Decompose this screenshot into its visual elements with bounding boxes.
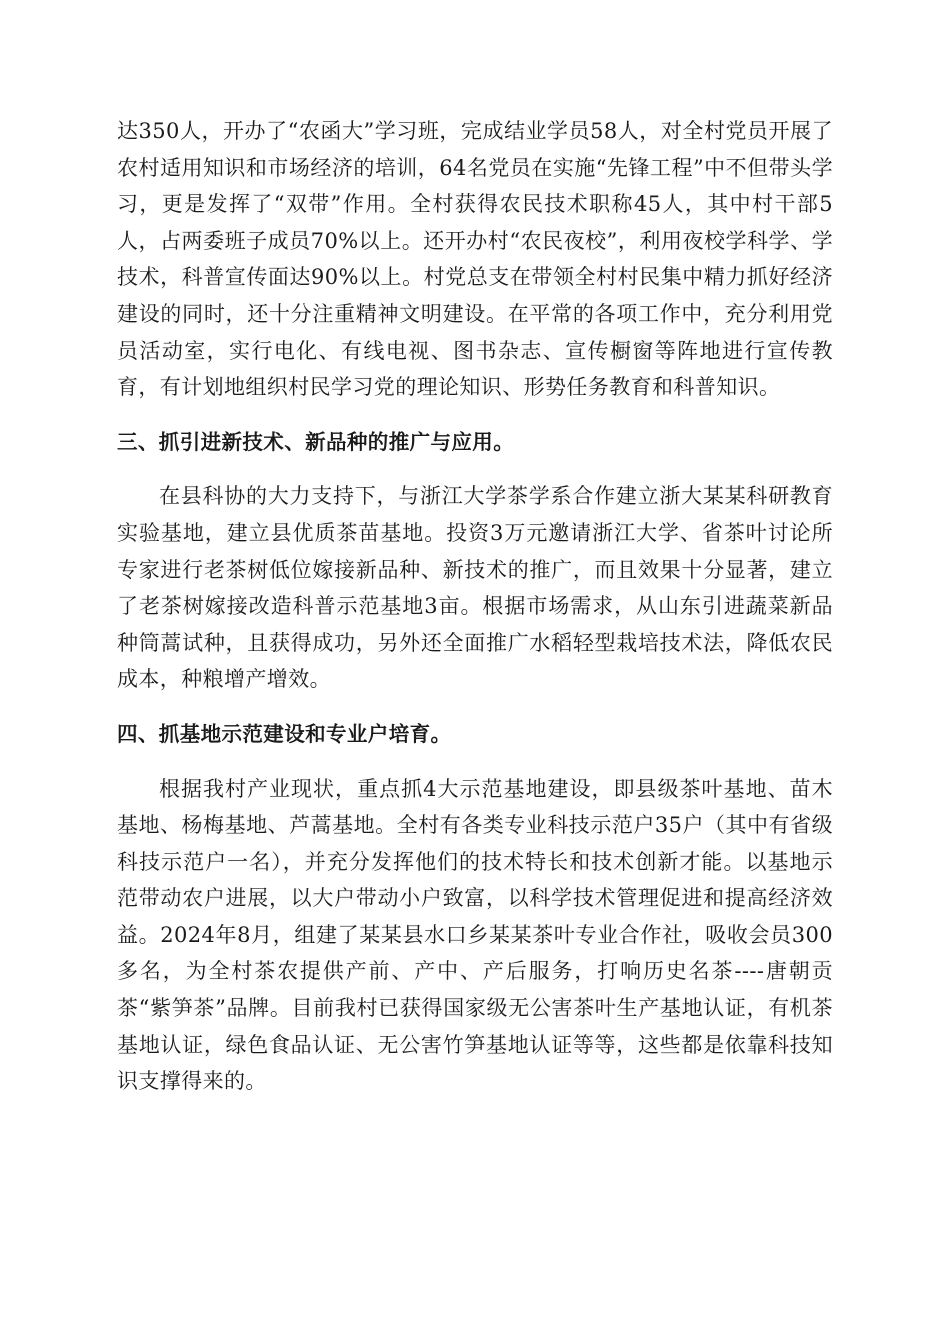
section-heading-3: 三、抓引进新技术、新品种的推广与应用。 xyxy=(117,429,515,454)
section-heading-4: 四、抓基地示范建设和专业户培育。 xyxy=(117,721,452,746)
paragraph-party-education: 达350人，开办了“农函大”学习班，完成结业学员58人，对全村党员开展了农村适用知识和市场经济的培训，64名党员在实施“先锋工程”中不但带头学习，更是发挥了“双带”作用。全村获得农民技术职称45人，其中村干部5人，占两委班子成员70%以上。还开办村“农民夜校”，利用夜校学科学、学技术，科普宣传面达90%以上。村党总支在带领全村村民集中精力抓好经济建设的同时，还十分注重精神文明建设。在平常的各项工作中，充分利用党员活动室，实行电化、有线电视、图书杂志、宣传橱窗等阵地进行宣传教育，有计划地组织村民学习党的理论知识、形势任务教育和科普知识。 xyxy=(117,119,833,400)
paragraph-demonstration-bases: 根据我村产业现状，重点抓4大示范基地建设，即县级茶叶基地、苗木基地、杨梅基地、芦蒿基地。全村有各类专业科技示范户35户（其中有省级科技示范户一名），并充分发挥他们的技术特长和技术创新才能。以基地示范带动农户进展，以大户带动小户致富，以科学技术管理促进和提高经济效益。2024年8月，组建了某某县水口乡某某茶叶专业合作社，吸收会员300多名，为全村茶农提供产前、产中、产后服务，打响历史名茶----唐朝贡茶“紫笋茶”品牌。目前我村已获得国家级无公害茶叶生产基地认证，有机茶基地认证，绿色食品认证、无公害竹笋基地认证等等，这些都是依靠科技知识支撑得来的。 xyxy=(117,776,833,1094)
paragraph-new-technology: 在县科协的大力支持下，与浙江大学茶学系合作建立浙大某某科研教育实验基地，建立县优质茶苗基地。投资3万元邀请浙江大学、省茶叶讨论所专家进行老茶树低位嫁接新品种、新技术的推广，而且效果十分显著，建立了老茶树嫁接改造科普示范基地3亩。根据市场需求，从山东引进蔬菜新品种筒蒿试种，且获得成功，另外还全面推广水稻轻型栽培技术法，降低农民成本，种粮增产增效。 xyxy=(117,484,833,692)
document-body xyxy=(117,113,833,1118)
